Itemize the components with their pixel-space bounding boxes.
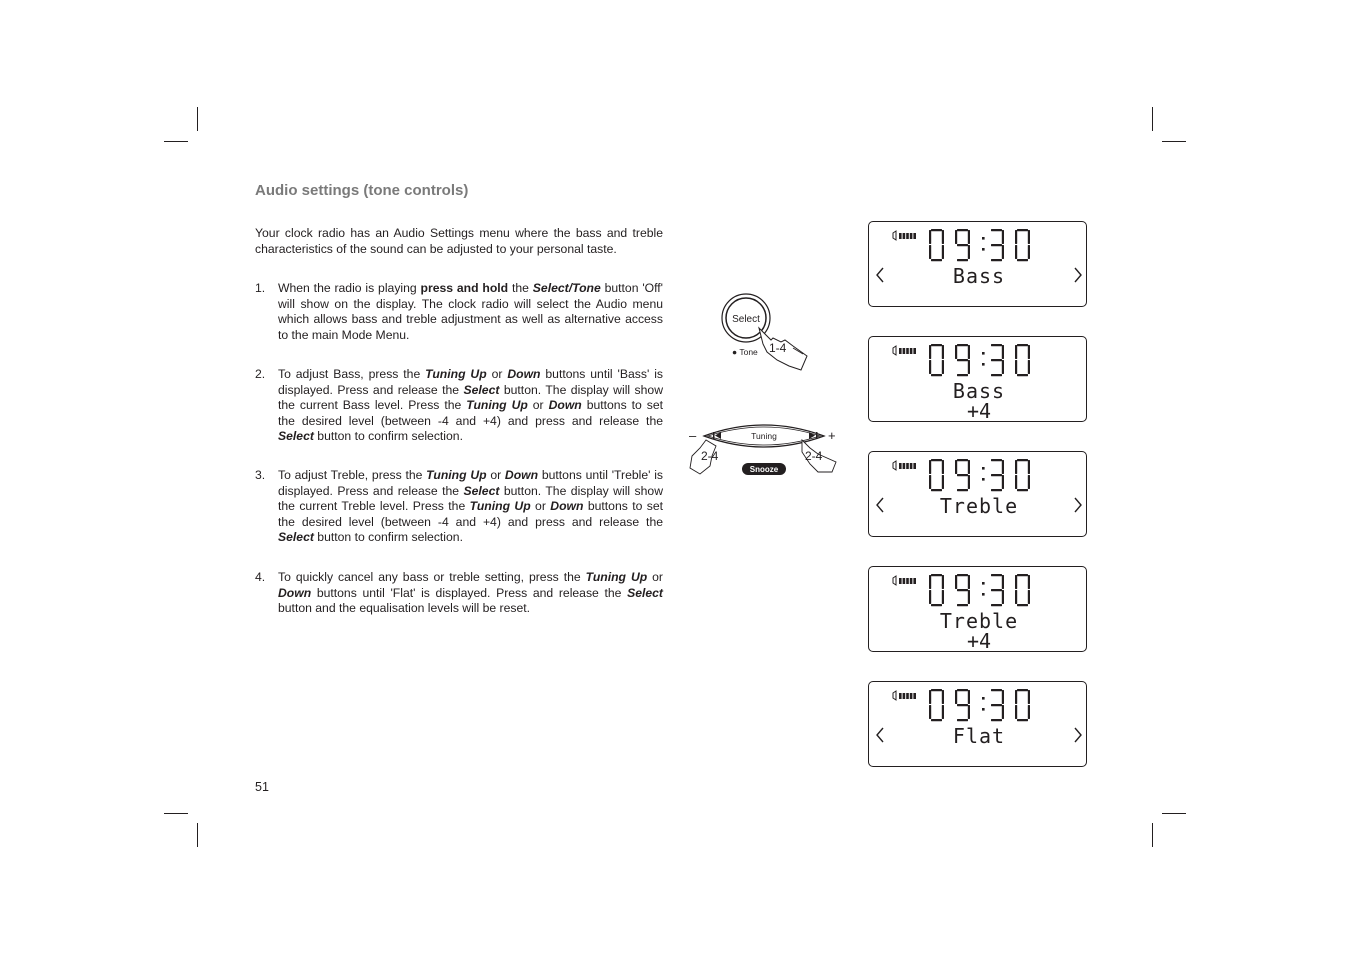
- step-number: 1.: [255, 281, 266, 295]
- step-text-run: or: [647, 570, 663, 584]
- step-range-label: 1-4: [769, 341, 787, 355]
- step-text-run: buttons to set the desired level (between -4 and +4) and press and release the: [278, 398, 664, 428]
- step-item: [255, 468, 663, 546]
- lcd-time-digits: [929, 689, 1030, 721]
- step-text-run: Select: [463, 382, 500, 397]
- step-text-run: Tuning Up: [585, 570, 648, 584]
- step-text-run: To adjust Treble, press the: [278, 468, 427, 482]
- step-text-run: Down: [278, 585, 312, 600]
- lcd-line2: +4: [966, 629, 992, 653]
- crop-mark: [1162, 141, 1186, 142]
- step-text-run: button. The display will show the current Treble level. Press the: [278, 483, 663, 513]
- crop-mark: [1152, 823, 1153, 847]
- lcd-line1: Bass: [952, 264, 1006, 288]
- step-text-run: Select: [278, 530, 314, 544]
- lcd-time-digits: [929, 344, 1030, 376]
- step-text-run: Select: [627, 585, 663, 600]
- step-text-run: Down: [550, 499, 584, 513]
- tuning-control-illustration: [686, 412, 842, 480]
- step-text: [278, 367, 663, 445]
- lcd-line1: Treble: [939, 609, 1019, 633]
- step-text-run: Tuning Up: [425, 367, 487, 381]
- page-title: Audio settings (tone controls): [255, 182, 469, 199]
- step-text-run: or: [527, 398, 549, 412]
- step-text-run: button to confirm selection.: [313, 530, 463, 544]
- intro-paragraph: Your clock radio has an Audio Settings menu where the bass and treble characteristics of the sound can be adjusted to your personal taste.: [255, 226, 663, 256]
- chevron-right-icon: [1075, 728, 1081, 742]
- step-text-run: To quickly cancel any bass or treble setting, press the: [278, 570, 586, 584]
- tone-label: ● Tone: [732, 347, 758, 357]
- step-item: [255, 281, 663, 343]
- snooze-label: Snooze: [749, 465, 779, 474]
- signal-strength-icon: [893, 576, 916, 585]
- step-text-run: the: [508, 281, 533, 295]
- chevron-right-icon: [1075, 268, 1081, 282]
- lcd-display: [868, 566, 1087, 652]
- crop-mark: [164, 813, 188, 814]
- select-tone-illustration: [715, 290, 815, 375]
- lcd-time-digits: [929, 229, 1030, 261]
- step-text-run: Select: [278, 429, 314, 443]
- step-number: 4.: [255, 570, 266, 584]
- lcd-line1: Bass: [952, 379, 1006, 403]
- step-text-run: Down: [504, 468, 539, 482]
- crop-mark: [1152, 107, 1153, 131]
- lcd-line2: +4: [966, 399, 992, 423]
- step-text-run: button 'Off' will show on the display. The clock radio will select the Audio menu which allows bass and treble adjustment as well as alternative access to the main Mode Menu.: [278, 281, 664, 342]
- step-text-run: buttons to set the desired level (between -4 and +4) and press and release the: [278, 499, 664, 529]
- lcd-line1: Flat: [952, 724, 1006, 748]
- step-text-run: or: [530, 499, 551, 513]
- step-text-run: Tuning Up: [426, 468, 487, 482]
- chevron-left-icon: [877, 268, 883, 282]
- lcd-display: [868, 681, 1087, 767]
- signal-strength-icon: [893, 231, 916, 240]
- crop-mark: [164, 141, 188, 142]
- chevron-right-icon: [1075, 498, 1081, 512]
- signal-strength-icon: [893, 461, 916, 470]
- crop-mark: [197, 823, 198, 847]
- step-text-run: buttons until 'Bass' is displayed. Press and release the: [278, 367, 663, 397]
- tuning-up-step-label: 2-4: [805, 449, 823, 463]
- lcd-time-digits: [929, 459, 1030, 491]
- crop-mark: [1162, 813, 1186, 814]
- lcd-display: [868, 451, 1087, 537]
- step-text-run: Tuning Up: [469, 499, 531, 513]
- step-text: [278, 570, 663, 617]
- step-text-run: To adjust Bass, press the: [278, 367, 426, 381]
- step-text-run: press and hold: [420, 281, 509, 295]
- step-text-run: button and the equalisation levels will be reset.: [278, 601, 531, 615]
- chevron-left-icon: [877, 728, 883, 742]
- step-text-run: buttons until 'Flat' is displayed. Press and release the: [311, 585, 628, 600]
- crop-mark: [197, 107, 198, 131]
- step-text-run: or: [486, 367, 508, 381]
- step-number: 3.: [255, 468, 266, 482]
- tuning-down-step-label: 2-4: [701, 449, 719, 463]
- step-text: [278, 281, 663, 343]
- lcd-line1: Treble: [939, 494, 1019, 518]
- step-text-run: buttons until 'Treble' is displayed. Press and release the: [278, 468, 663, 498]
- tuning-plus-label: +: [828, 428, 836, 443]
- signal-strength-icon: [893, 691, 916, 700]
- step-text-run: When the radio is playing: [278, 281, 421, 295]
- tuning-label: Tuning: [751, 431, 777, 441]
- step-number: 2.: [255, 367, 266, 381]
- lcd-display: [868, 221, 1087, 307]
- step-text-run: Select/Tone: [532, 281, 601, 295]
- lcd-display: [868, 336, 1087, 422]
- step-text-run: Down: [507, 367, 541, 381]
- step-text-run: button to confirm selection.: [313, 429, 463, 443]
- tuning-minus-label: –: [689, 428, 697, 443]
- step-item: [255, 570, 663, 617]
- signal-strength-icon: [893, 346, 916, 355]
- step-text-run: Tuning Up: [466, 398, 528, 412]
- page-number: 51: [255, 780, 269, 794]
- lcd-time-digits: [929, 574, 1030, 606]
- step-text-run: or: [486, 468, 505, 482]
- chevron-left-icon: [877, 498, 883, 512]
- step-text-run: button. The display will show the current Bass level. Press the: [278, 382, 663, 412]
- step-text-run: Select: [463, 483, 500, 498]
- step-text: [278, 468, 663, 546]
- step-text-run: Down: [548, 398, 582, 412]
- select-button-label: Select: [732, 314, 760, 325]
- step-item: [255, 367, 663, 445]
